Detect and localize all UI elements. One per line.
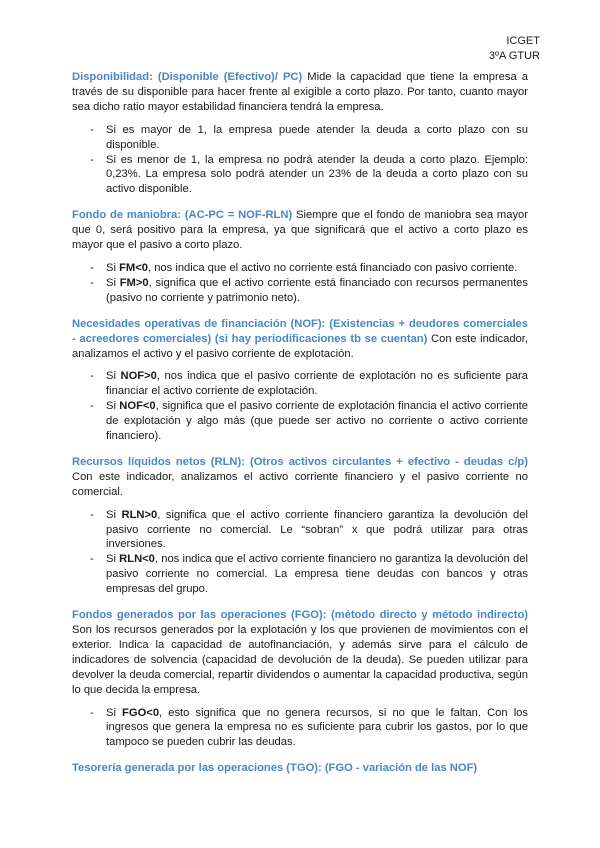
list-item-prefix: Si [106,508,122,521]
section-heading: Tesorería generada por las operaciones (TGO): (FGO - variación de las NOF) [72,762,478,775]
list-item-text: Si es menor de 1, la empresa no podrá atender la deuda a corto plazo. Ejemplo: 0,23%. La empresa solo podrá atender un 23% de la deuda a corto plazo con su activo disponible. [106,153,528,196]
list-item-text: , significa que el activo corriente financiero garantiza la devolución del pasivo corriente no comercial. Le “sobran” x que podrá utilizar para otras inversiones. [106,508,528,551]
list-item-condition: FM<0 [119,261,148,274]
paragraph [72,317,528,362]
section-text: Con este indicador, analizamos el activo y el pasivo corriente de explotación. [72,332,528,360]
section-heading: Fondos generados por las operaciones (FGO): (método directo y método indirecto) [72,609,528,622]
list-item-text: , esto significa que no genera recursos, si no que le faltan. Con los ingresos que genera la empresa no es suficiente para cubrir los gastos, por lo que tampoco se pueden cubrir las deudas. [106,706,528,749]
section-tgo [72,761,528,776]
list-item-text: , significa que el activo corriente está financiado con recursos permanentes (pasivo no corriente y patrimonio neto). [106,276,528,304]
section-heading: Fondo de maniobra: (AC-PC = NOF-RLN) [72,209,293,222]
list-item-text: , significa que el pasivo corriente de explotación financia el activo corriente de explotación y algo más (que puede ser activo no corriente o activo corriente financiero). [106,400,528,443]
list-item-condition: FM>0 [119,276,149,289]
page-header [489,34,540,63]
list-item-text: , nos indica que el pasivo corriente de explotación no es suficiente para financiar el activo corriente de explotación. [106,370,528,398]
list-item-prefix: Si [106,706,123,719]
section-disponibilidad [72,70,528,197]
section-text: Con este indicador, analizamos el activo corriente financiero y el pasivo corriente no comercial. [72,470,528,498]
list-item [72,399,528,444]
section-nof [72,317,528,444]
paragraph [72,70,528,115]
list-item [72,261,528,276]
list-item [72,552,528,597]
section-text: Mide la capacidad que tiene la empresa a través de su disponible para hacer frente al exigible a corto plazo. Por tanto, cuanto mayor sea dicho ratio mayor estabilidad financiera tendrá la empresa. [72,71,528,113]
list-item [72,153,528,198]
paragraph [72,761,528,776]
list-item-prefix: Si [106,370,121,383]
bullet-list [72,508,528,597]
section-fgo [72,608,528,750]
list-item-condition: FGO<0 [122,706,160,719]
document-body [72,70,528,787]
paragraph [72,608,528,697]
section-heading: Disponibilidad: (Disponible (Efectivo)/ PC) [72,71,303,83]
list-item [72,369,528,399]
section-fondo-maniobra [72,208,528,305]
list-item-text: , nos indica que el activo no corriente está financiado con pasivo corriente. [147,261,518,274]
section-text: Siempre que el fondo de maniobra sea mayor que 0, será positivo para la empresa, ya que significará que el activo a corto plazo es mayor que el pasivo a corto plazo. [72,209,528,252]
list-item-prefix: Si [106,276,120,289]
header-course: ICGET [506,35,540,47]
bullet-list [72,123,528,198]
bullet-list [72,706,528,751]
section-text: Son los recursos generados por la explotación y los que provienen de movimientos con el exterior. Indica la capacidad de autofinanciación, y además sirve para el cálculo de indicadores de solvencia (capacidad de devolución de la deuda). Se pueden utilizar para devolver la deuda comercial, repartir dividendos o aumentar la capacidad productiva, según lo que decida la empresa. [72,624,528,696]
section-rln [72,455,528,597]
list-item-prefix: Si [106,553,120,566]
header-group: 3ºA GTUR [488,49,540,62]
list-item [72,508,528,553]
paragraph [72,208,528,253]
list-item [72,123,528,153]
paragraph [72,455,528,500]
bullet-list [72,369,528,444]
list-item-text: Si es mayor de 1, la empresa puede atender la deuda a corto plazo con su disponible. [106,123,528,151]
list-item-prefix: Si [106,261,120,274]
list-item-condition: RLN>0 [121,508,158,521]
list-item-condition: NOF<0 [119,400,156,413]
list-item-condition: NOF>0 [120,370,157,383]
list-item-prefix: Si [106,400,120,413]
list-item-condition: RLN<0 [119,553,155,566]
bullet-list [72,261,528,306]
list-item-text: , nos indica que el activo corriente financiero no garantiza la devolución del pasivo corriente no comercial. La empresa tiene deudas con bancos y otras empresas del grupo. [106,553,528,596]
section-heading: Recursos líquidos netos (RLN): (Otros activos circulantes + efectivo - deudas c/p) [72,455,528,468]
list-item [72,276,528,306]
list-item [72,706,528,751]
section-heading: Necesidades operativas de financiación (NOF): (Existencias + deudores comerciales - acreedores comerciales) (si hay periodificaciones tb se cuentan) [72,317,528,345]
